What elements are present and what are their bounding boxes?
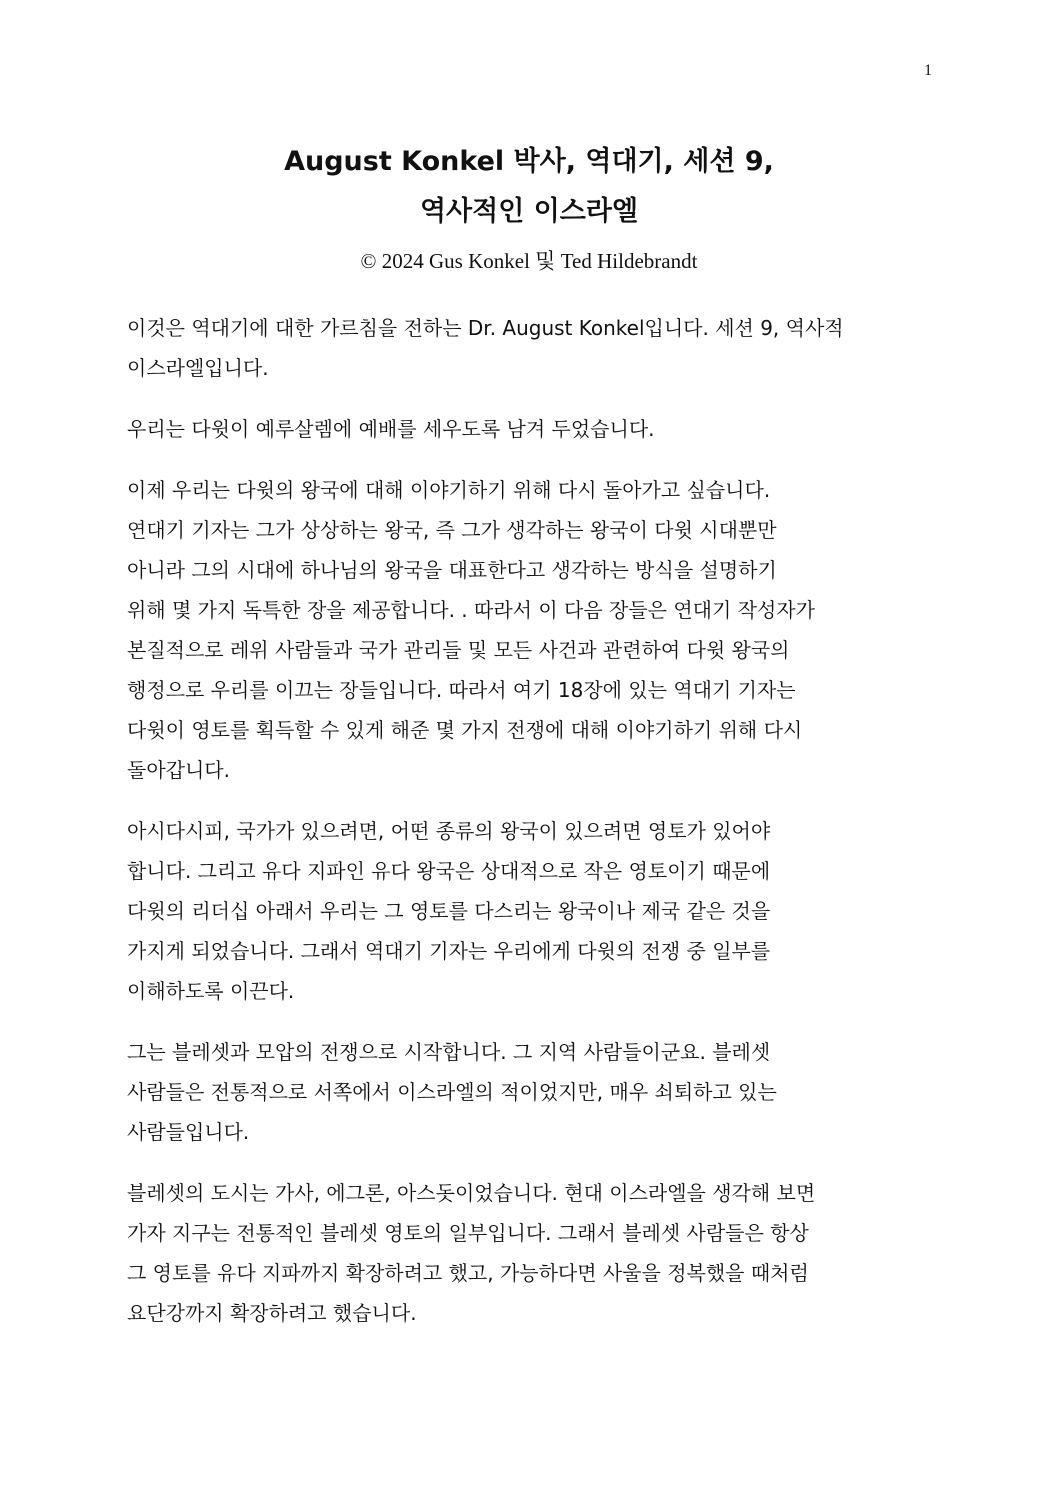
text-line: 다윗이 영토를 획득할 수 있게 해준 몇 가지 전쟁에 대해 이야기하기 위해 다시: [127, 718, 803, 742]
paragraph: [127, 470, 937, 790]
text-line: 행정으로 우리를 이끄는 장들입니다. 따라서 여기 18장에 있는 역대기 기자는: [127, 678, 796, 702]
text-line: 이것은 역대기에 대한 가르침을 전하는 Dr. August Konkel입니다. 세션 9, 역사적: [127, 316, 844, 340]
text-line: 가지게 되었습니다. 그래서 역대기 기자는 우리에게 다윗의 전쟁 중 일부를: [127, 939, 771, 963]
text-line: 합니다. 그리고 유다 지파인 유다 왕국은 상대적으로 작은 영토이기 때문에: [127, 859, 771, 883]
text-line: 연대기 기자는 그가 상상하는 왕국, 즉 그가 생각하는 왕국이 다윗 시대뿐만: [127, 518, 777, 542]
paragraph: [127, 1173, 937, 1333]
text-line: 본질적으로 레위 사람들과 국가 관리들 및 모든 사건과 관련하여 다윗 왕국의: [127, 638, 790, 662]
document-title-line-1: August Konkel 박사, 역대기, 세션 9,: [284, 146, 774, 177]
text-line: 요단강까지 확장하려고 했습니다.: [127, 1301, 417, 1325]
document-title-line-2: 역사적인 이스라엘: [419, 196, 639, 227]
page-number: 1: [924, 62, 932, 79]
text-line: 아니라 그의 시대에 하나님의 왕국을 대표한다고 생각하는 방식을 설명하기: [127, 558, 777, 582]
text-line: 이해하도록 이끈다.: [127, 979, 295, 1003]
text-line: 사람들입니다.: [127, 1120, 250, 1144]
copyright-notice: © 2024 Gus Konkel 및 Ted Hildebrandt: [360, 249, 698, 273]
text-line: 블레셋의 도시는 가사, 에그론, 아스돗이었습니다. 현대 이스라엘을 생각해 보면: [127, 1181, 816, 1205]
text-line: 그는 블레셋과 모압의 전쟁으로 시작합니다. 그 지역 사람들이군요. 블레셋: [127, 1040, 771, 1064]
text-line: 가자 지구는 전통적인 블레셋 영토의 일부입니다. 그래서 블레셋 사람들은 항상: [127, 1221, 809, 1245]
text-line: 아시다시피, 국가가 있으려면, 어떤 종류의 왕국이 있으려면 영토가 있어야: [127, 819, 771, 843]
paragraph: [127, 1032, 937, 1152]
paragraph: [127, 409, 937, 449]
text-line: 위해 몇 가지 독특한 장을 제공합니다. . 따라서 이 다음 장들은 연대기 작성자가: [127, 598, 815, 622]
paragraph: [127, 308, 937, 388]
document-header: [0, 137, 1058, 275]
text-line: 그 영토를 유다 지파까지 확장하려고 했고, 가능하다면 사울을 정복했을 때처럼: [127, 1261, 809, 1285]
text-line: 사람들은 전통적으로 서쪽에서 이스라엘의 적이었지만, 매우 쇠퇴하고 있는: [127, 1080, 777, 1104]
text-line: 다윗의 리더십 아래서 우리는 그 영토를 다스리는 왕국이나 제국 같은 것을: [127, 899, 771, 923]
document-body: [127, 308, 937, 1354]
text-line: 우리는 다윗이 예루살렘에 예배를 세우도록 남겨 두었습니다.: [127, 417, 655, 441]
text-line: 돌아갑니다.: [127, 758, 230, 782]
text-line: 이스라엘입니다.: [127, 356, 269, 380]
paragraph: [127, 811, 937, 1011]
text-line: 이제 우리는 다윗의 왕국에 대해 이야기하기 위해 다시 돌아가고 싶습니다.: [127, 478, 771, 502]
